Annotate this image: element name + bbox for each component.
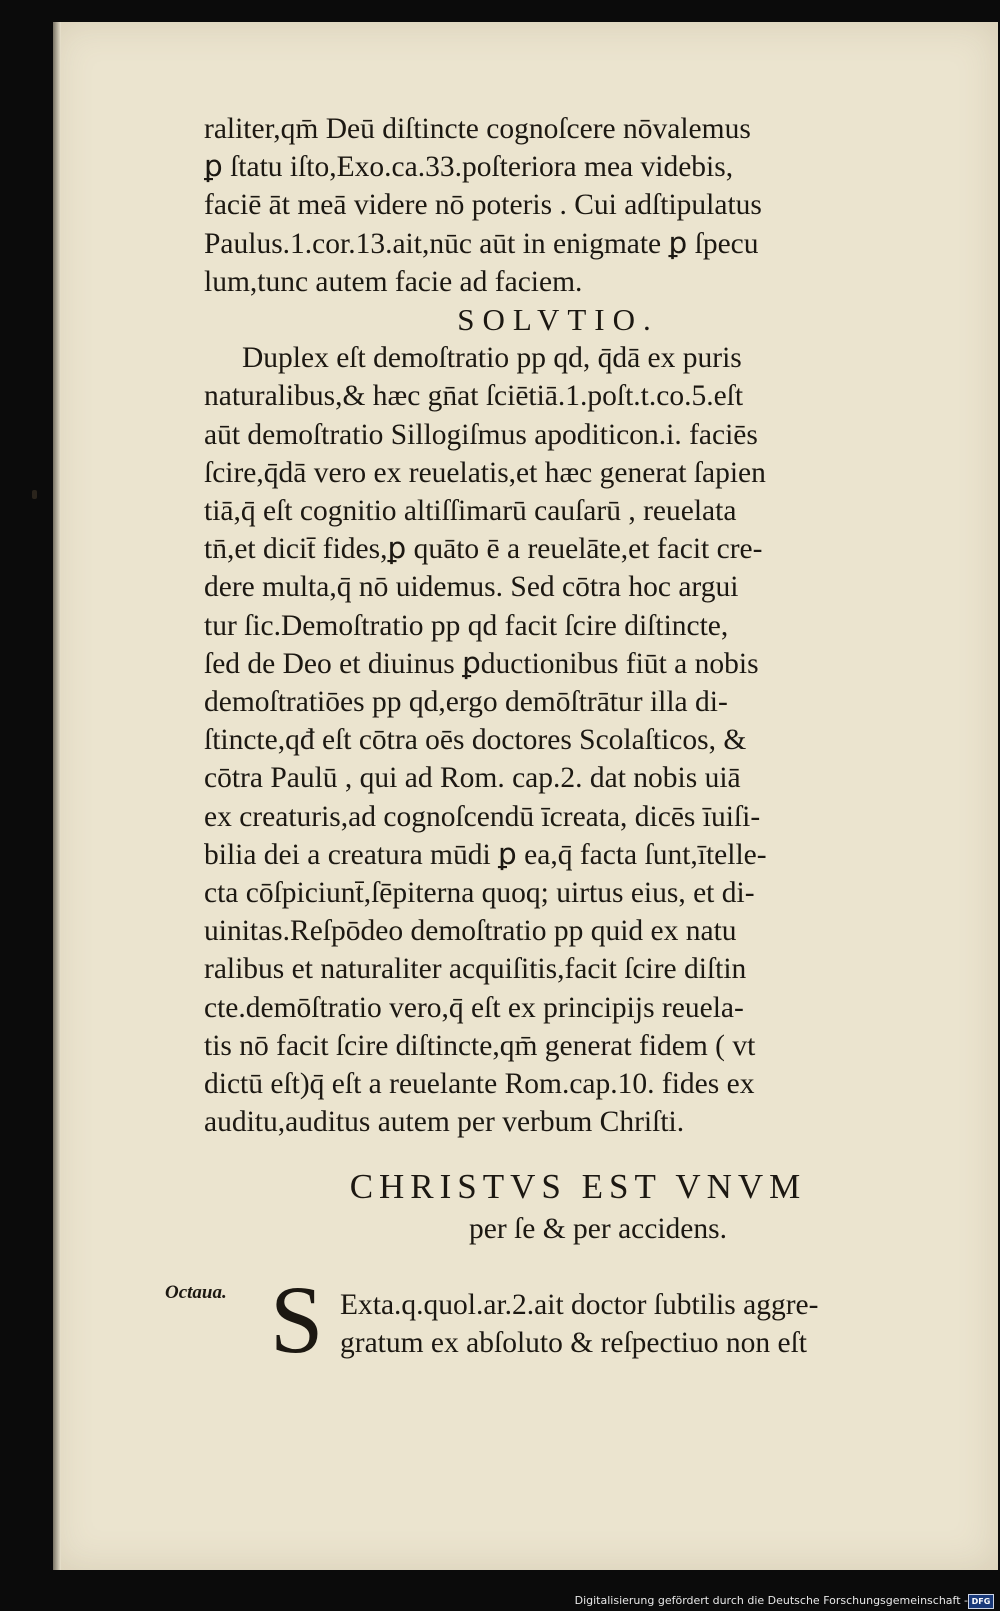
page-binding-edge (53, 22, 61, 1570)
text-line: bilia dei a creatura mūdi ꝑ ea,q̄ facta ſunt,ītelle- (204, 838, 767, 871)
body-text (204, 110, 952, 1141)
text-line: Exta.q.quol.ar.2.ait doctor ſubtilis aggre- (340, 1289, 819, 1321)
text-line: naturalibus,& hæc gn̄at ſciētiā.1.poſt.t.co.5.eſt (204, 380, 744, 413)
scan-speck (32, 490, 37, 499)
text-line: dere multa,q̄ nō uidemus. Sed cōtra hoc argui (204, 571, 739, 604)
section-title: CHRISTVS EST VNVM (349, 1167, 807, 1206)
text-line: dictū eſt)q̄ eſt a reuelante Rom.cap.10. fides ex (204, 1068, 755, 1101)
initial-paragraph (340, 1286, 952, 1362)
text-line: Paulus.1.cor.13.ait,nūc aūt in enigmate ꝑ ſpecu (204, 227, 759, 260)
text-line: ex creaturis,ad cognoſcendū īcreata, dicēs īuiſi- (204, 800, 761, 833)
text-line: auditu,auditus autem per verbum Chriſti. (204, 1106, 685, 1139)
text-line: tn̄,et dicit̄ fides,ꝑ quāto ē a reuelāte,et facit cre- (204, 533, 763, 566)
text-line: tis nō facit ſcire diſtincte,qm̄ generat fidem ( vt (204, 1029, 756, 1062)
text-line: demoſtratiōes pp qd,ergo demōſtrātur illa di- (204, 686, 728, 719)
solutio-heading: SOLVTIO. (457, 302, 659, 338)
section-subtitle: per ſe & per accidens. (469, 1213, 727, 1245)
text-line: gratum ex abſoluto & reſpectiuo non eſt (340, 1327, 807, 1360)
margin-note: Octaua. (165, 1282, 227, 1303)
text-line: tur ſic.Demoſtratio pp qd facit ſcire diſtincte, (204, 609, 729, 642)
text-line: cta cōſpiciunt̄,ſēpiterna quoq; uirtus eius, et di- (204, 877, 755, 910)
text-line: cte.demōſtratio vero,q̄ eſt ex principijs reuela- (204, 991, 744, 1024)
text-line: ſed de Deo et diuinus ꝑductionibus fiūt a nobis (204, 647, 759, 680)
text-line: aūt demoſtratio Sillogiſmus apoditicon.i. faciēs (204, 418, 758, 451)
text-line: Duplex eſt demoſtratio pp qd, q̄dā ex puris (242, 342, 742, 375)
text-line: uinitas.Reſpōdeo demoſtratio pp quid ex natu (204, 915, 737, 948)
footer-credit: Digitalisierung gefördert durch die Deutsche Forschungsgemeinschaft - (574, 1594, 968, 1607)
decorated-initial: S (270, 1266, 324, 1373)
text-line: ſtincte,qđ eſt cōtra oēs doctores Scolaſticos, & (204, 724, 747, 757)
section-heading (204, 1165, 952, 1249)
dfg-logo-icon: DFG (968, 1594, 994, 1609)
text-line: faciē āt meā videre nō poteris . Cui adſtipulatus (204, 189, 762, 222)
text-line: ꝑ ſtatu iſto,Exo.ca.33.poſteriora mea videbis, (204, 151, 734, 184)
text-line: cōtra Paulū , qui ad Rom. cap.2. dat nobis uiā (204, 762, 741, 795)
text-line: ralibus et naturaliter acquiſitis,facit ſcire diſtin (204, 953, 747, 986)
text-line: lum,tunc autem facie ad faciem. (204, 265, 583, 298)
text-line: ſcire,q̄dā vero ex reuelatis,et hæc generat ſapien (204, 456, 766, 489)
text-line: raliter,qm̄ Deū diſtincte cognoſcere nōvalemus (204, 113, 751, 145)
text-line: tiā,q̄ eſt cognitio altiſſimarū cauſarū , reuelata (204, 495, 737, 528)
